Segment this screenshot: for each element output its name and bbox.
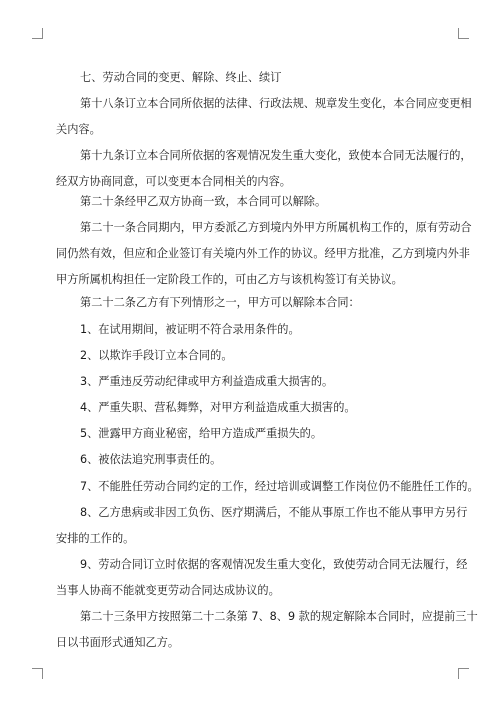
list-item-1-text: 1、在试用期间，被证明不符合录用条件的。 bbox=[80, 323, 300, 336]
list-item-8-line-1: 8、乙方患病或非因工负伤、医疗期满后，不能从事原工作也不能从事甲方另行 bbox=[80, 506, 468, 519]
article-23-line-2: 日以书面形式通知乙方。 bbox=[56, 636, 180, 649]
list-item-9-line-2: 当事人协商不能就变更劳动合同达成协议的。 bbox=[56, 584, 280, 597]
crop-mark-bottom-left bbox=[32, 668, 43, 679]
article-18-line-1: 第十八条订立本合同所依据的法律、行政法规、规章发生变化，本合同应变更相 bbox=[80, 97, 472, 110]
section-heading bbox=[56, 65, 444, 91]
article-23-line-1: 第二十三条甲方按照第二十二条第 7、8、9 款的规定解除本合同时，应提前三十 bbox=[80, 610, 478, 623]
list-item-4-text: 4、严重失职、营私舞弊，对甲方利益造成重大损害的。 bbox=[80, 401, 356, 414]
list-item-2-text: 2、以欺诈手段订立本合同的。 bbox=[80, 349, 233, 362]
list-item-3-text: 3、严重违反劳动纪律或甲方利益造成重大损害的。 bbox=[80, 375, 334, 388]
list-item-7-text: 7、不能胜任劳动合同约定的工作，经过培训或调整工作岗位仍不能胜任工作的。 bbox=[80, 480, 479, 493]
article-18-line-2: 关内容。 bbox=[56, 123, 101, 136]
article-19-line-2: 经双方协商同意，可以变更本合同相关的内容。 bbox=[56, 175, 291, 188]
crop-mark-top-left bbox=[32, 28, 43, 39]
list-item-5-text: 5、泄露甲方商业秘密，给甲方造成严重损失的。 bbox=[80, 427, 323, 440]
list-item-1 bbox=[56, 317, 444, 343]
list-item-8 bbox=[56, 500, 468, 552]
list-item-4 bbox=[56, 395, 444, 421]
list-item-3 bbox=[56, 369, 444, 395]
article-20-line-1: 第二十条经甲乙双方协商一致，本合同可以解除。 bbox=[80, 195, 327, 208]
article-21-line-2: 同仍然有效，但应和企业签订有关境内外工作的协议。经甲方批准，乙方到境内外非 bbox=[56, 247, 470, 260]
list-item-5 bbox=[56, 421, 444, 447]
article-21-line-3: 甲方所属机构担任一定阶段工作的，可由乙方与该机构签订有关协议。 bbox=[56, 273, 403, 286]
list-item-6-text: 6、被依法追究刑事责任的。 bbox=[80, 453, 222, 466]
article-22-line-1: 第二十二条乙方有下列情形之一，甲方可以解除本合同： bbox=[80, 296, 360, 309]
list-item-2 bbox=[56, 343, 444, 369]
crop-mark-top-right bbox=[458, 28, 469, 39]
list-item-7 bbox=[56, 474, 479, 500]
article-21-line-1: 第二十一条合同期内，甲方委派乙方到境内外甲方所属机构工作的，原有劳动合 bbox=[80, 221, 472, 234]
list-item-9-line-1: 9、劳动合同订立时依据的客观情况发生重大变化，致使劳动合同无法履行，经 bbox=[80, 558, 468, 571]
article-22 bbox=[56, 290, 444, 316]
article-20 bbox=[56, 189, 444, 215]
section-heading-text: 七、劳动合同的变更、解除、终止、续订 bbox=[80, 71, 282, 84]
article-21 bbox=[56, 215, 472, 293]
list-item-6 bbox=[56, 447, 444, 473]
article-18 bbox=[56, 91, 472, 143]
article-19-line-1: 第十九条订立本合同所依据的客观情况发生重大变化，致使本合同无法履行的， bbox=[80, 149, 472, 162]
article-23 bbox=[56, 604, 478, 656]
list-item-9 bbox=[56, 552, 468, 604]
crop-mark-bottom-right bbox=[458, 668, 469, 679]
list-item-8-line-2: 安排的工作的。 bbox=[56, 532, 135, 545]
article-19 bbox=[56, 143, 472, 195]
